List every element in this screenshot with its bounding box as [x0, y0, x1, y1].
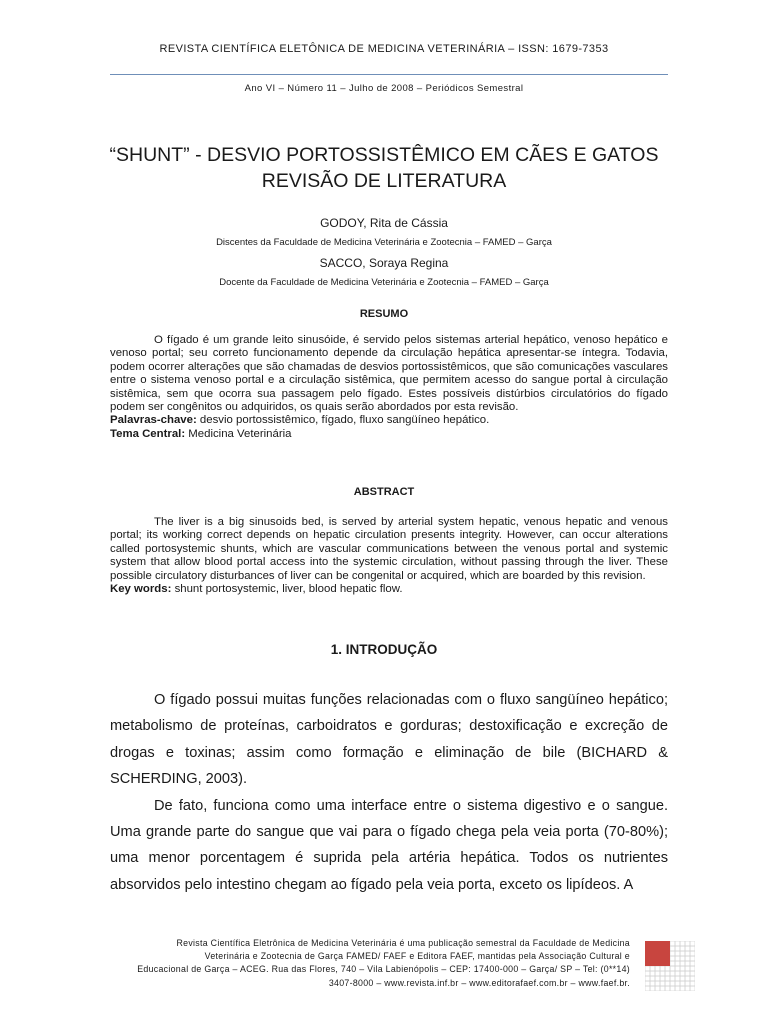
theme-label: Tema Central:	[110, 427, 186, 440]
author-1-affiliation: Discentes da Faculdade de Medicina Veterinária e Zootecnia – FAMED – Garça	[216, 237, 552, 248]
abstract-keywords	[110, 583, 668, 596]
journal-header: REVISTA CIENTÍFICA ELETÔNICA DE MEDICINA VETERINÁRIA – ISSN: 1679-7353	[159, 43, 609, 55]
abstract-block	[110, 516, 668, 596]
footer-line-3: Educacional de Garça – ACEG. Rua das Flores, 740 – Vila Labienópolis – CEP: 17400-000 – Garça/ SP – Tel: (0**14)	[137, 964, 630, 975]
title-line-1: “SHUNT” - DESVIO PORTOSSISTÊMICO EM CÃES E GATOS	[109, 144, 659, 166]
key-words-label: Key words:	[110, 583, 172, 596]
issue-info: Ano VI – Número 11 – Julho de 2008 – Periódicos Semestral	[244, 83, 524, 94]
keywords-label: Palavras-chave:	[110, 414, 197, 427]
footer-line-2: Veterinária e Zootecnia de Garça FAMED/ FAEF e Editora FAEF, mantidas pela Associação Cultural e	[204, 951, 630, 962]
header-rule	[110, 74, 668, 75]
resumo-block	[110, 334, 668, 441]
title-line-2: REVISÃO DE LITERATURA	[261, 170, 507, 192]
author-1-name: GODOY, Rita de Cássia	[320, 216, 448, 230]
keywords-value: desvio portossistêmico, fígado, fluxo sangüíneo hepático.	[196, 414, 490, 427]
journal-logo-icon	[645, 941, 695, 991]
resumo-text: O fígado é um grande leito sinusóide, é servido pelos sistemas arterial hepático, venoso hepático e venoso portal; seu correto funcionamento depende da circulação hepática apresentar-se íntegra. Todavia, podem ocorrer alterações que são chamadas de desvios portossistêmicos, que são comunicações vasculares entre o sistema venoso portal e a circulação sistêmica, que permitem acesso do sangue portal à circulação sistêmica, sem que ocorra sua passagem pelo fígado. Estes possíveis distúrbios circulatórios do fígado podem ser congênitos ou adquiridos, os quais serão abordados por esta revisão.	[110, 334, 668, 414]
article-title	[0, 142, 768, 194]
intro-paragraph-1: O fígado possui muitas funções relacionadas com o fluxo sangüíneo hepático; metabolismo de proteínas, carboidratos e gorduras; destoxificação e excreção de drogas e toxinas; assim como formação e eliminação de bile (BICHARD & SCHERDING, 2003).	[110, 692, 668, 788]
intro-paragraph-2: De fato, funciona como uma interface entre o sistema digestivo e o sangue. Uma grande parte do sangue que vai para o fígado chega pela veia porta (70-80%); uma menor porcentagem é suprida pela artéria hepática. Todos os nutrientes absorvidos pelo intestino chegam ao fígado pela veia porta, exceto os lipídeos. A	[110, 797, 668, 893]
abstract-text: The liver is a big sinusoids bed, is served by arterial system hepatic, venous hepatic and venous portal; its working correct depends on hepatic circulation presents integrity. However, can occur alterations called portosystemic shunts, which are vascular communications between the venous portal and systemic system that allow blood portal access into the systemic circulation, without passing through the liver. These possible circulatory disturbances of liver can be congenital or acquired, which are boarded by this revision.	[110, 516, 668, 582]
resumo-keywords	[110, 414, 668, 427]
introduction-body	[110, 687, 668, 898]
author-2-affiliation: Docente da Faculdade de Medicina Veterinária e Zootecnia – FAMED – Garça	[219, 277, 549, 288]
resumo-heading: RESUMO	[359, 308, 409, 320]
footer-credits	[108, 937, 630, 990]
footer-line-1: Revista Científica Eletrônica de Medicina Veterinária é uma publicação semestral da Faculdade de Medicina	[176, 938, 630, 948]
author-2-name: SACCO, Soraya Regina	[319, 256, 449, 270]
key-words-value: shunt portosystemic, liver, blood hepatic flow.	[171, 583, 403, 596]
introduction-heading: 1. INTRODUÇÃO	[330, 642, 438, 657]
resumo-theme	[110, 428, 668, 441]
abstract-heading: ABSTRACT	[353, 486, 415, 498]
theme-value: Medicina Veterinária	[185, 427, 292, 440]
footer-line-4: 3407-8000 – www.revista.inf.br – www.editorafaef.com.br – www.faef.br.	[328, 977, 630, 988]
